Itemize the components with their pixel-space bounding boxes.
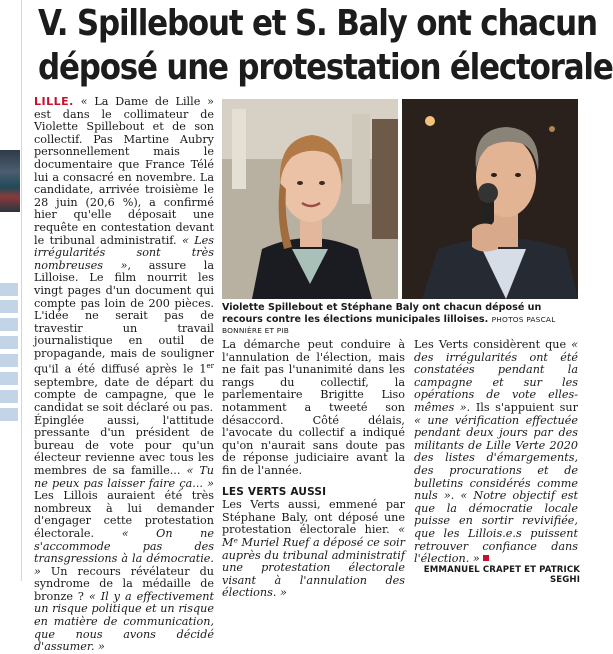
- quote-2: « Tu ne peux pas laisser faire ça... »: [34, 463, 214, 490]
- adjacent-color-band: [0, 336, 18, 349]
- photo-credit: PHOTOS PASCAL BONNIÈRE ET PIB: [222, 314, 556, 335]
- article-headline: [38, 2, 613, 90]
- adjacent-color-band: [0, 318, 18, 331]
- adjacent-color-band: [0, 372, 18, 385]
- adjacent-color-band: [0, 283, 18, 296]
- quote-1: « Les irrégularités sont très nombreuses »: [34, 233, 214, 272]
- quote-8: « Notre objectif est que la démocratie locale puisse en sortir revivifiée, que les Lillois.e.s puissent retrouver confiance dans l'élection. »: [414, 489, 578, 566]
- quote-6: « des irrégularités ont été constatées pendant la campagne et sur les opérations de vote elles-mêmes »: [414, 338, 578, 414]
- adjacent-photo-fragment: [0, 150, 20, 212]
- paragraph-4b: Les Verts considèrent que: [414, 338, 567, 351]
- article-byline: EMMANUEL CRAPET ET PATRICK SEGHI: [423, 565, 580, 585]
- paragraph-4c: . Ils s'appuient sur: [466, 400, 578, 414]
- photo-violette-spillebout: [222, 99, 398, 299]
- paragraph-2b: Les Lillois auraient été très nombreux à lui demander d'engager cette protestation électorale.: [34, 489, 214, 540]
- adjacent-color-band: [0, 354, 18, 367]
- paragraph-1c: septembre, date de départ du compte de campagne, que le candidat se soit déclaré ou pas.: [34, 375, 214, 414]
- paragraph-2a: Épinglée aussi, l'attitude pressante d'un président de bureau de vote pour qu'un électeur revienne avec tous les membres de sa famille...: [34, 413, 214, 477]
- headline-line-2: déposé une protestation électorale: [38, 47, 613, 88]
- quote-3: « On ne s'accommode pas des transgressions à la démocratie. »: [34, 526, 214, 578]
- paragraph-1: « La Dame de Lille » est dans le collimateur de Violette Spillebout et de son collectif. Pas Martine Aubry personnellement mais le documentaire que France Télé lui a consacré en novembre. La candidate, arrivée troisième le 28 juin (20,6 %), a confirmé hier qu'elle déposait une requête en contestation devant le tribunal administratif.: [34, 95, 214, 247]
- adjacent-page-strip: [0, 0, 22, 581]
- section-subhead: LES VERTS AUSSI: [222, 485, 327, 498]
- photo-caption: [222, 302, 580, 337]
- quote-4-part: « Il y a effectivement un risque politique et un risque en matière de communication, que nous avons décidé d'assumer. »: [34, 589, 214, 654]
- quote-5: « Mᵉ Muriel Ruef a déposé ce soir auprès du tribunal administratif une protestation électorale visant à l'annulation des élections. »: [222, 523, 405, 600]
- paragraph-4d: .: [450, 489, 455, 503]
- column-rule: [21, 0, 22, 581]
- paragraph-4a: Les Verts aussi, emmené par Stéphane Baly, ont déposé une protestation électorale hier.: [222, 498, 405, 537]
- superscript: er: [206, 362, 214, 371]
- headline-line-1: V. Spillebout et S. Baly ont chacun: [38, 3, 597, 44]
- adjacent-color-band: [0, 390, 18, 403]
- caption-text: Violette Spillebout et Stéphane Baly ont chacun déposé un recours contre les élections municipales lilloises.: [222, 302, 542, 325]
- portrait-man-illustration: [402, 99, 578, 299]
- paragraph-2c: Un recours révélateur du syndrome de la médaille de bronze ?: [34, 564, 214, 603]
- paragraph-1b: , assure la Lilloise. Le film nourrit les vingt pages d'un document qui compte pas loin de 200 pièces. L'idée ne serait pas de travestir un travail journalistique en outil de propagande, mais de souligner qu'il a été diffusé après le 1: [34, 258, 214, 377]
- portrait-woman-illustration: [222, 99, 398, 299]
- quote-7: « une vérification effectuée pendant deux jours par des militants de Lille Verte 2020 des listes d'émargements, des procurations et de bulletins considérés comme nuls »: [414, 413, 578, 503]
- paragraph-3a: La démarche peut conduire à l'annulation de l'élection, mais ne fait pas l'unanimité dans les rangs du collectif, la parlementaire Brigitte Liso notamment a tweeté son désaccord. Côté délais, l'avocate du collectif a indiqué qu'on n'aurait sans doute pas de réponse judiciaire avant la fin de l'année.: [222, 338, 405, 477]
- article-column-3: [414, 339, 578, 566]
- end-of-article-mark: [483, 555, 489, 561]
- article-column-2: [222, 339, 405, 600]
- dateline-city: LILLE.: [34, 95, 74, 108]
- article-column-1: [34, 96, 214, 654]
- adjacent-color-band: [0, 408, 18, 421]
- photo-stephane-baly: [402, 99, 578, 299]
- adjacent-color-band: [0, 300, 18, 313]
